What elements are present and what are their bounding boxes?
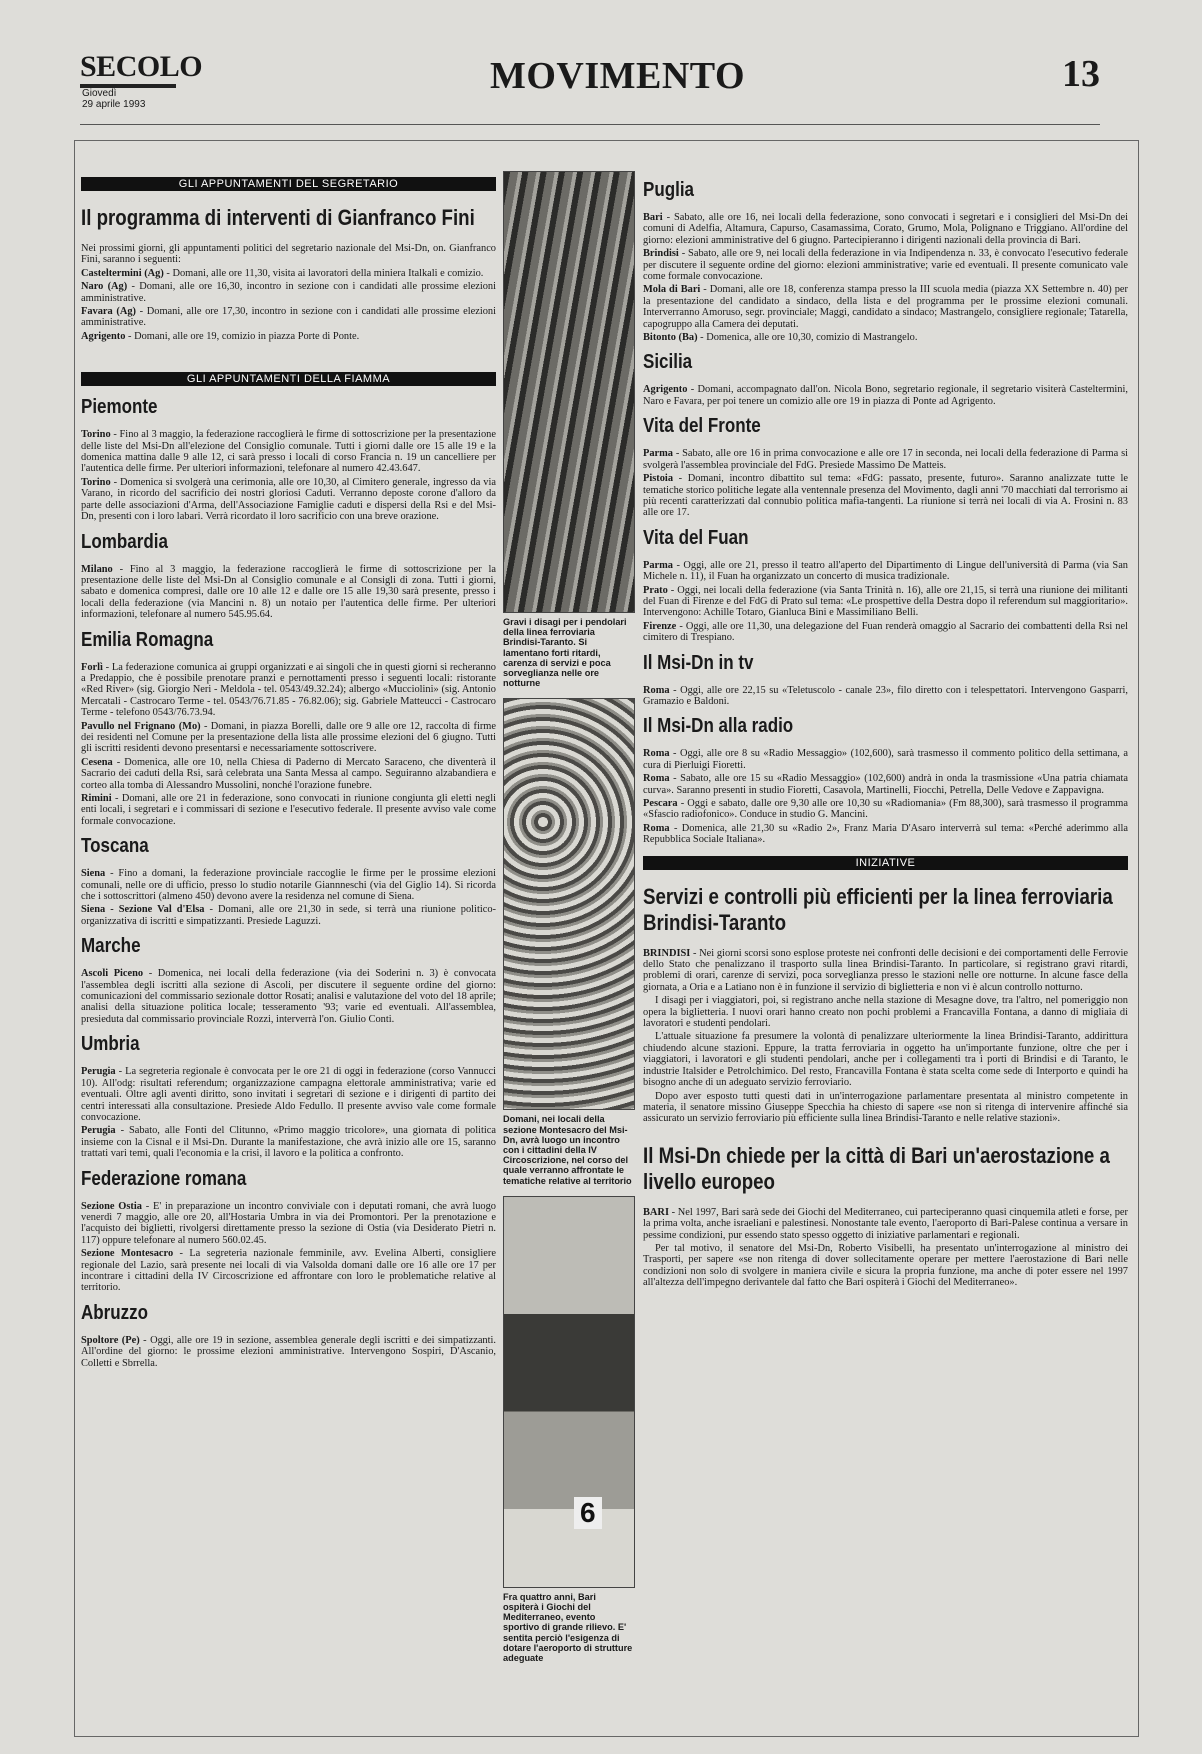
place-label: Milano [81,563,113,575]
content-frame [74,140,1139,1737]
item-text: - Domenica, alle ore 10, nella Chiesa di Paderno di Mercato Saraceno, che diventerà il Sacrario dei caduti della Rsi, sarà celebrata una Santa Messa al campo. Seguiranno alzabandiera e corteo alla tomba di Alessandro Mussolini, nonché l'orazione funebre. [81,756,496,791]
region-heading: Abruzzo [81,1301,149,1324]
item-text: I disagi per i viaggiatori, poi, si registrano anche nella stazione di Mesagne dove, tra l'altro, nel pomeriggio non opera la biglietteria. I nuovi orari hanno creato non pochi problemi a Francavilla Fontana, a danno di migliaia di lavoratori e studenti pendolari. [643,995,1128,1030]
right-section-item [643,284,1128,330]
header-rule [80,124,1100,125]
right-section-item [643,585,1128,619]
right-section-item [643,332,1128,343]
place-label: Sezione Ostia [81,1200,142,1212]
place-label: Firenze [643,620,677,632]
right-section-item [643,448,1128,471]
region-item [81,429,496,475]
day-label: Giovedì [82,88,117,99]
left-column [81,171,496,1371]
region-item [81,1125,496,1159]
place-label: Roma [643,684,670,696]
right-section-item [643,621,1128,644]
item-text: - Oggi, nei locali della federazione (via Santa Trinità n. 16), alle ore 21,15, si terrà una riunione dei militanti del Fuan di Firenze e del FdG di Prato sul tema: «Le prospettive della Destra dopo il referendum sul maggioritario». Intervengono: Achille Totaro, Gianluca Bini e Massimiliano Belli. [643,584,1128,619]
train-photo-caption: Gravi i disagi per i pendolari della linea ferroviaria Brindisi-Taranto. Si lamentano forti ritardi, carenza di servizi e poca sorveglianza nelle ore notturne [503,617,627,689]
item-text: - Domani, accompagnato dall'on. Nicola Bono, segretario regionale, il segretario visiterà Casteltermini, Naro e Favara, per poi tenere un comizio alle ore 19 in piazza di Ponte ad Agrigento. [643,384,1128,407]
place-label: Agrigento [81,330,126,342]
right-section-item [643,384,1128,407]
item-text: L'attuale situazione fa presumere la volontà di penalizzare ulteriormente la linea Brindisi-Taranto, addirittura chiudendo alcune stazioni. Eppure, la tratta ferroviaria in oggetto ha un'importante funzione, oltre che per i viaggiatori, i lavoratori e gli studenti pendolari, anche per i collegamenti tra i porti di Brindisi e di Taranto, le industrie Italsider e Petrolchimico. Del resto, Francavilla Fontana è stata scelta come sede di Interporto e quindi ha bisogno anche di un adeguato servizio ferroviario. [643,1031,1128,1089]
item-text: - Sabato, alle ore 15 su «Radio Messaggio» (102,600) andrà in onda la trasmissione «Una patria chiamata curva». Saranno presenti in studio Fioretti, Casavola, Martinelli, Fiocchi, Petrella, Delle Vedove e Zappavigna. [643,773,1128,796]
fini-item [81,268,496,279]
item-text: - Sabato, alle ore 9, nei locali della federazione in via Indipendenza n. 33, è convocato l'esecutivo federale per discutere il seguente ordine del giorno: elezioni amministrative; varie ed eventuali. Il presente comunicato vale come formale convocazione. [643,248,1128,283]
place-label: Favara (Ag) [81,306,136,318]
date-label: 29 aprile 1993 [82,99,146,110]
place-label: Perugia [81,1125,116,1137]
item-text: - La federazione comunica ai gruppi organizzati e ai singoli che in questi giorni si recheranno a Predappio, che è possibile prenotare pranzi e pernottamenti presso i seguenti locali: ristorante «Red River» (sig. Giorgio Neri - Meldola - tel. 0543/49.32.24); albergo «Mucciolini» (sig. Antonio Mercatali - Castrocaro Terme - tel. 0543/76.71.85 - 76.82.06); sig. Gabriele Matteucci - Castrocaro Terme - telefono 0543/76.73.94. [81,661,496,719]
item-text: - Sabato, alle ore 16 in prima convocazione e alle ore 17 in seconda, nei locali della federazione di Parma si svolgerà l'assemblea provinciale del FdG. Presiede Massimo De Matteis. [643,448,1128,471]
item-text: - Domani, alle ore 11,30, visita ai lavoratori della miniera Italkali e comizio. [163,267,484,279]
region-item [81,1335,496,1369]
right-section-heading: Vita del Fuan [643,526,749,549]
airport-article-headline: Il Msi-Dn chiede per la città di Bari un'aerostazione a livello europeo [643,1142,1110,1194]
athlete-photo [503,1196,635,1588]
region-item [81,1201,496,1247]
place-label: Siena [81,868,106,880]
article-paragraph [643,948,1128,994]
item-text: - Oggi, alle ore 21, presso il teatro all'aperto del Dipartimento di Lingue dell'università di Parma (via San Michele n. 11), il Fuan ha organizzato un concerto di musica tradizionale. [643,559,1128,583]
traffic-photo-caption: Domani, nei locali della sezione Montesacro del Msi-Dn, avrà luogo un incontro con i cittadini della IV Circoscrizione, nel corso del quale verranno affrontate le tematiche relative al territorio [503,1114,632,1186]
place-label: BARI [643,1206,669,1218]
right-section-item [643,473,1128,519]
banner-fiamma: GLI APPUNTAMENTI DELLA FIAMMA [81,372,496,386]
athlete-photo-caption: Fra quattro anni, Bari ospiterà i Giochi del Mediterraneo, evento sportivo di grande rilievo. E' sentita perciò l'esigenza di dotare l'aeroporto di strutture adeguate [503,1591,633,1664]
right-section-item [643,248,1128,282]
fini-item [81,331,496,342]
right-section-item [643,773,1128,796]
right-column [643,171,1128,1291]
dateline [82,88,145,110]
place-label: Torino [81,429,111,441]
place-label: Torino [81,476,111,488]
banner-iniziative: INIZIATIVE [643,856,1128,870]
section-title: MOVIMENTO [490,55,746,97]
region-item [81,868,496,902]
region-heading: Marche [81,935,141,958]
place-label: Forlì [81,661,103,673]
item-text: - E' in preparazione un incontro conviviale con i deputati romani, che avrà luogo venerdì 7 maggio, alle ore 20, all'Hostaria Umbra in via dei Promontori. Per la prenotazione e l'acquisto dei biglietti, rivolgersi direttamente presso la sezione di Ostia (via Desiderato Pietri n. 117) oppure telefonare al numero 560.02.45. [81,1200,496,1246]
place-label: Mola di Bari [643,284,701,296]
item-text: - Domani, alle ore 19, comizio in piazza Porte di Ponte. [125,330,360,342]
article-paragraph [643,1243,1128,1289]
place-label: Roma [643,822,670,834]
region-heading: Piemonte [81,396,158,419]
region-item [81,904,496,927]
item-text: - Domani, alle ore 16,30, incontro in sezione con i candidati alle prossime elezioni amministrative. [81,281,496,304]
item-text: - Oggi e sabato, dalle ore 9,30 alle ore 10,30 su «Radiomania» (Fm 88,300), sarà trasmesso il programma «Sfascio radiofonico». Conduce in studio G. Mancini. [643,798,1128,821]
regional-appointments [81,396,496,1369]
place-label: Ascoli Piceno [81,968,144,980]
item-text: - Domenica, nei locali della federazione (via dei Soderini n. 3) è convocata l'assemblea degli iscritti alla sezione di Ascoli, per discutere il seguente ordine del giorno: comunicazioni del commissario sezionale dottor Rosati; analisi e valutazione del voto del 18 aprile; analisi della situazione politica locale; tesseramento '93; varie ed eventuali. All'assemblea, presieduta dal commissario provinciale Rozzi, interverrà l'on. Giulio Conti. [81,968,496,1025]
place-label: Roma [643,748,670,760]
fini-intro: Nei prossimi giorni, gli appuntamenti politici del segretario nazionale del Msi-Dn, on. Gianfranco Fini, saranno i seguenti: [81,243,496,266]
place-label: Brindisi [643,248,679,260]
item-text: - La segreteria nazionale femminile, avv. Evelina Alberti, consigliere regionale del Lazio, sarà presente nei locali di via Valsolda domani dalle ore 16 alle ore 17 per incontrare i cittadini della IV Circoscrizione ed affrontare con loro le problematiche relative al territorio. [81,1248,496,1294]
right-section-item [643,798,1128,821]
right-section-heading: Sicilia [643,351,693,374]
right-section-heading: Vita del Fronte [643,415,761,438]
item-text: Per tal motivo, il senatore del Msi-Dn, Roberto Visibelli, ha presentato un'interrogazione al ministro dei Trasporti, per sapere «se non ritenga di dover sollecitamente operare per mettere l'aerostazione di Bari nelle condizioni non solo di svolgere in maniera civile e sicura la propria funzione, ma anche di poter essere nel 1997 all'altezza dell'impegno derivantele dal fatto che Bari ospiterà i Giochi del Mediterraneo». [643,1242,1128,1289]
right-section-item [643,685,1128,708]
region-heading: Federazione romana [81,1167,247,1190]
right-section-item [643,560,1128,583]
item-text: - Oggi, alle ore 19 in sezione, assemblea generale degli iscritti e dei simpatizzanti. All'ordine del giorno: le prossime elezioni amministrative. Intervengono Sospiri, D'Ascanio, Colletti e Sbrrella. [81,1334,497,1369]
banner-segretario: GLI APPUNTAMENTI DEL SEGRETARIO [81,177,496,191]
fini-item [81,306,496,329]
item-text: - Oggi, alle ore 11,30, una delegazione del Fuan renderà omaggio al Sacrario dei combattenti della Rsi nel cimitero di Trespiano. [643,620,1128,644]
right-section-heading: Il Msi-Dn in tv [643,651,754,674]
article-paragraph [643,1031,1128,1088]
region-item [81,757,496,791]
airport-article-body [643,1207,1128,1289]
region-item [81,793,496,827]
place-label: Bari [643,212,663,223]
article-paragraph [643,1091,1128,1125]
photo-column [503,171,633,1673]
region-heading: Emilia Romagna [81,628,214,651]
item-text: - Sabato, alle Fonti del Clitunno, «Primo maggio tricolore», una giornata di politica insieme con la Cisnal e il Msi-Dn. Durante la manifestazione, che avrà inizio alle ore 15, saranno trattati vari temi, quali l'economia e la crisi, il lavoro e la politica a confronto. [81,1125,496,1160]
place-label: Casteltermini (Ag) [81,267,164,279]
fini-headline: Il programma di interventi di Gianfranco Fini [81,205,475,230]
place-label: BRINDISI [643,947,691,959]
item-text: - Domani, in piazza Borelli, dalle ore 9 alle ore 12, raccolta di firme dei residenti nel Comune per la presentazione della lista alle prossime elezioni del 6 giugno. Tutti gli iscritti residenti devono presentarsi e necessariamente sottoscrivere. [81,720,496,755]
place-label: Agrigento [643,384,688,396]
fini-schedule [81,268,496,342]
region-item [81,721,496,755]
place-label: Roma [643,773,670,785]
item-text: - Fino al 3 maggio, la federazione raccoglierà le firme di sottoscrizione per la presentazione delle liste del Msi-Dn all'elezione del Consiglio comunale. Tutti i giorni dalle ore 15 alle 19 e la domenica mattina dalle 9 alle 12, ci sarà presso i locali di corso Francia n. 19 un cancelliere per l'autentica delle firme. Per ulteriori informazioni, telefonare al numero 42.43.647. [81,429,496,475]
right-appointments [643,179,1128,846]
place-label: Perugia [81,1066,116,1078]
article-paragraph [643,995,1128,1029]
place-label: Bitonto (Ba) [643,332,698,344]
place-label: Parma [643,448,674,460]
region-item [81,662,496,719]
page-number: 13 [1062,53,1100,95]
region-item [81,968,496,1025]
place-label: Cesena [81,756,113,768]
place-label: Prato [643,584,668,596]
right-section-heading: Il Msi-Dn alla radio [643,715,794,738]
item-text: - Domenica si svolgerà una cerimonia, alle ore 10,30, al Cimitero generale, ingresso da via Varano, in ricordo del sacrificio dei nostri gloriosi Caduti. Verranno deposte corone d'alloro da parte delle associazioni d'Arma, dell'Associazione Famiglie caduti e dispersi della Rsi e del Msi-Dn, presenti con i loro labari. Verrà ricordato il loro sacrificio con una breve orazione. [81,476,496,523]
place-label: Parma [643,559,674,571]
place-label: Sezione Montesacro [81,1248,174,1260]
place-label: Pescara [643,798,678,809]
masthead [80,50,1120,120]
railway-article-headline: Servizi e controlli più efficienti per la linea ferroviaria Brindisi-Taranto [643,883,1113,935]
region-item [81,1248,496,1294]
item-text: - Fino a domani, la federazione provinciale raccoglie le firme per le prossime elezioni comunali, nelle ore di ufficio, presso lo studio notarile Giannneschi (via del Giglio 14). Si ricorda che i sottoscrittori (almeno 450) devono avere la residenza nel comune di Siena. [81,868,496,903]
athlete-bib-number: 6 [574,1497,602,1529]
item-text: - Oggi, alle ore 22,15 su «Teletuscolo - canale 23», filo diretto con i telespettatori. Intervengono Gasparri, Gramazio e Baldoni. [643,684,1128,707]
right-section-item [643,212,1128,246]
region-heading: Lombardia [81,530,168,553]
place-label: Rimini [81,793,112,804]
place-label: Naro (Ag) [81,281,128,293]
item-text: - Domani, incontro dibattito sul tema: «FdG: passato, presente, futuro». Saranno analizzate tutte le tematiche storico politiche legate alla ventennale presenza del Movimento, dagli anni '70 macchiati dal terrorismo ai più recenti caratterizzati dal connubio politica mafia-tangenti. La riunione si terrà nei locali di via A. Frosini n. 83 alle ore 17. [643,473,1128,519]
region-item [81,477,496,523]
place-label: Pistoia [643,473,674,485]
region-heading: Umbria [81,1033,140,1056]
right-section-item [643,823,1128,846]
region-heading: Toscana [81,835,149,858]
item-text: - Nei giorni scorsi sono esplose proteste nei confronti delle decisioni e dei comportamenti delle Ferrovie dello Stato che penalizzano il trasporto sulla linea Brindisi-Taranto. In particolare, si registrano gravi ritardi, problemi di orari, carenze di servizi, poca sorveglianza presso le stazioni nelle ore notturne. In alcune fasce della giornata, a Oria e a Latiano non è in funzione il servizio di biglietteria e non vi è alcun controllo notturno. [643,947,1128,993]
item-text: - La segreteria regionale è convocata per le ore 21 di oggi in federazione (corso Vannucci 10). All'odg: risultati referendum; organizzazione campagna elettorale amministrativa; varie ed eventuali. Oltre agli aventi diritto, sono invitati i segretari di sezione e i dirigenti di partito dei centri interessati alla consultazione. Presiede Aldo Fedullo. Il presente avviso vale come formale convocazione. [81,1066,496,1123]
item-text: - Fino al 3 maggio, la federazione raccoglierà le firme di sottoscrizione per la presentazione delle liste del Msi-Dn al Consiglio comunale e al Consigli di zona. Tutti i giorni, sabato e domenica compresi, dalle ore 10 alle 12 e dalle ore 15 alle 19,30 sarà presente, presso i locali della federazione (via Mancini n. 8) un notaio per l'autentica delle firme. Per ulteriori informazioni, telefonare al numero 545.95.64. [81,563,496,621]
item-text: - Domenica, alle ore 10,30, comizio di Mastrangelo. [697,332,918,344]
train-photo [503,171,635,613]
place-label: Spoltore (Pe) [81,1334,140,1346]
railway-article-body [643,948,1128,1125]
item-text: - Domani, alle ore 21,30 in sede, si terrà una riunione politico-organizzativa di iscritti e simpatizzanti. Presiede Laguzzi. [81,904,496,927]
right-section-item [643,748,1128,771]
item-text: - Domani, alle ore 21 in federazione, sono convocati in riunione congiunta gli eletti negli enti locali, i segretari e i commissari di sezione e l'esecutivo federale. Il presente avviso vale come formale convocazione. [81,793,496,827]
fini-item [81,281,496,304]
region-item [81,564,496,621]
item-text: - Oggi, alle ore 8 su «Radio Messaggio» (102,600), sarà trasmesso il commento politico della settimana, a cura di Pierluigi Fioretti. [643,748,1128,771]
article-paragraph [643,1207,1128,1241]
place-label: Pavullo nel Frignano (Mo) [81,720,201,732]
item-text: - Sabato, alle ore 16, nei locali della federazione, sono convocati i segretari e i consiglieri del Msi-Dn dei comuni di Adelfia, Altamura, Capurso, Casamassima, Corato, Grumo, Mola, Polignano e Triggiano. All'ordine del giorno: elezioni amministrative del 6 giugno. Partecipieranno i dirigenti nazionali della provincia di Bari. [643,212,1128,246]
item-text: Dopo aver esposto tutti questi dati in un'interrogazione parlamentare presentata al ministro competente in materia, il senatore missino Giuseppe Specchia ha chiesto di sapere «se non si ritenga di intervenire affinché sia assicurato un servizio ferroviario più efficiente sulla linea Brindisi-Taranto e nelle relative stazioni». [643,1090,1128,1125]
newspaper-logo: SECOLO [80,50,203,83]
item-text: - Nel 1997, Bari sarà sede dei Giochi del Mediterraneo, cui parteciperanno quasi cinquemila atleti e forse, per la prima volta, anche israeliani e palestinesi. Nonostante tale evento, l'aeroporto di Bari-Palese continua a versare in pessime condizioni, pur essendo stato spesso oggetto di iniziative parlamentari e regionali. [643,1206,1128,1241]
place-label: Siena - Sezione Val d'Elsa [81,904,205,916]
item-text: - Domani, alle ore 18, conferenza stampa presso la III scuola media (piazza XX Settembre n. 40) per la presentazione del candidato a sindaco, della lista e del programma per le prossime elezioni comunali. Interverranno Amoruso, segr. provinciale; Maggi, candidato a sindaco; Mastrangelo, consigliere regionale; Tatarella, capogruppo alla Camera dei deputati. [643,284,1129,330]
item-text: - Domenica, alle 21,30 su «Radio 2», Franz Maria D'Asaro interverrà sul tema: «Perché aderimmo alla Repubblica Sociale Italiana». [643,822,1128,846]
item-text: - Domani, alle ore 17,30, incontro in sezione con i candidati alle prossime elezioni amministrative. [81,306,496,329]
traffic-photo [503,698,635,1110]
region-item [81,1066,496,1123]
right-section-heading: Puglia [643,179,695,201]
